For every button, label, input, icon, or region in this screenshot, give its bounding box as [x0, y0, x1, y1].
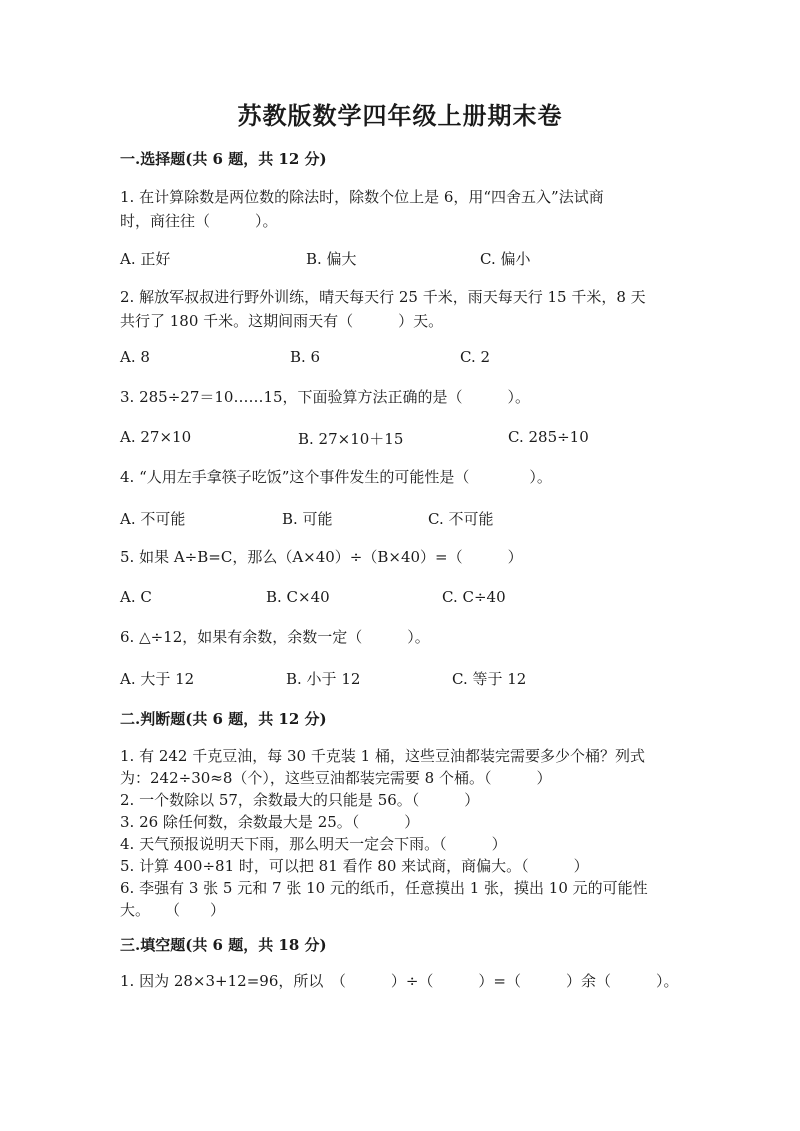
option-b: B. 小于 12 [286, 670, 361, 688]
option-a: A. 正好 [120, 250, 171, 268]
statement-line: 6. 李强有 3 张 5 元和 7 张 10 元的纸币，任意摸出 1 张，摸出 10 元的可能性 [120, 879, 648, 897]
question-text: 共行了 180 千米。这期间雨天有（ ）天。 [120, 312, 444, 330]
option-a: A. C [120, 588, 152, 606]
statement-line: 为：242÷30≈8（个），这些豆油都装完需要 8 个桶。（ ） [120, 769, 552, 787]
statement-line: 5. 计算 400÷81 时，可以把 81 看作 80 来试商，商偏大。（ ） [120, 857, 589, 875]
option-a: A. 8 [120, 348, 150, 366]
option-a: A. 27×10 [120, 428, 192, 446]
option-c: C. 2 [460, 348, 491, 366]
statement-line: 2. 一个数除以 57，余数最大的只能是 56。（ ） [120, 791, 480, 809]
option-b: B. 偏大 [306, 250, 357, 268]
option-b: B. 27×10＋15 [298, 430, 404, 448]
option-c: C. 285÷10 [508, 428, 589, 446]
question-text: 时，商往往（ ）。 [120, 212, 278, 230]
option-c: C. 不可能 [428, 510, 494, 528]
statement-line: 1. 有 242 千克豆油，每 30 千克装 1 桶，这些豆油都装完需要多少个桶？列式 [120, 747, 645, 765]
question-text: 3. 285÷27＝10……15，下面验算方法正确的是（ ）。 [120, 388, 531, 406]
option-a: A. 大于 12 [120, 670, 195, 688]
section-heading-fill: 三.填空题(共 6 题，共 18 分) [120, 936, 327, 954]
question-text: 2. 解放军叔叔进行野外训练，晴天每天行 25 千米，雨天每天行 15 千米，8 天 [120, 288, 646, 306]
question-text: 1. 因为 28×3+12=96，所以 （ ）÷（ ）=（ ）余（ ）。 [120, 972, 679, 990]
page-title: 苏教版数学四年级上册期末卷 [237, 101, 563, 130]
option-b: B. C×40 [266, 588, 330, 606]
statement-line: 大。 （ ） [120, 901, 226, 919]
option-c: C. 偏小 [480, 250, 531, 268]
option-c: C. 等于 12 [452, 670, 527, 688]
statement-line: 3. 26 除任何数，余数最大是 25。（ ） [120, 813, 420, 831]
option-c: C. C÷40 [442, 588, 506, 606]
question-text: 1. 在计算除数是两位数的除法时，除数个位上是 6，用“四舍五入”法试商 [120, 188, 604, 206]
statement-line: 4. 天气预报说明天下雨，那么明天一定会下雨。（ ） [120, 835, 507, 853]
section-heading-choice: 一.选择题(共 6 题，共 12 分) [120, 150, 327, 168]
option-a: A. 不可能 [120, 510, 186, 528]
section-heading-judge: 二.判断题(共 6 题，共 12 分) [120, 710, 327, 728]
option-b: B. 6 [290, 348, 321, 366]
question-text: 5. 如果 A÷B=C，那么（A×40）÷（B×40）=（ ） [120, 548, 523, 566]
question-text: 6. △÷12，如果有余数，余数一定（ ）。 [120, 628, 430, 646]
option-b: B. 可能 [282, 510, 333, 528]
question-text: 4. “人用左手拿筷子吃饭”这个事件发生的可能性是（ ）。 [120, 468, 552, 486]
